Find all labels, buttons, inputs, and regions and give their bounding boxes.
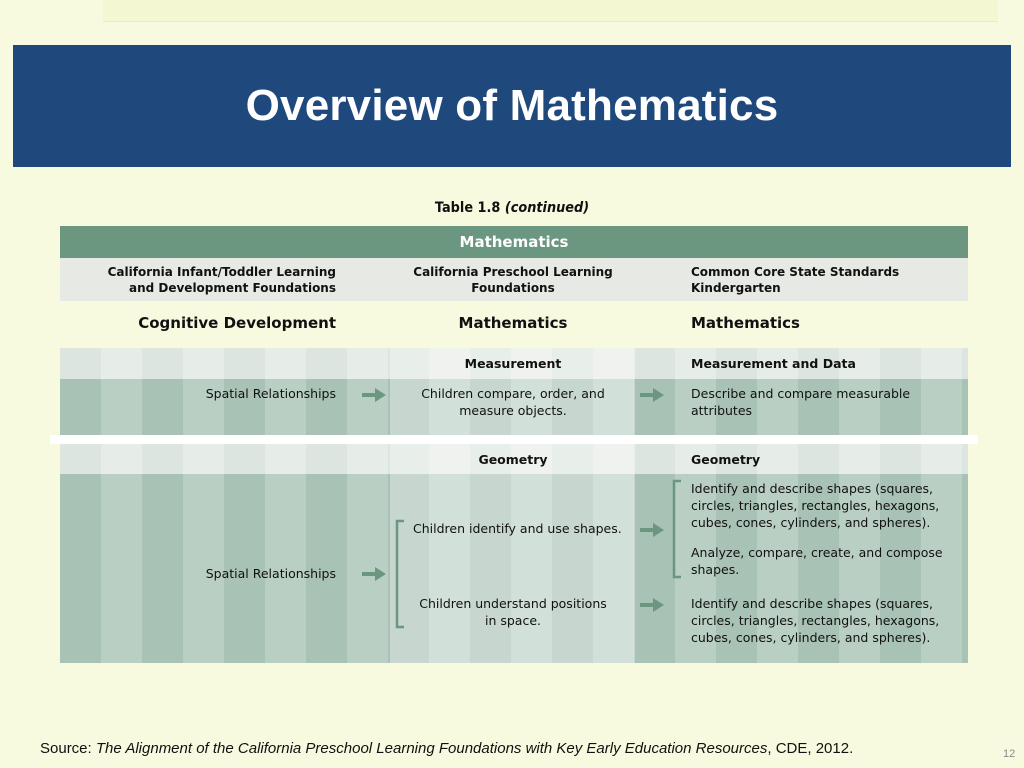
section2-right-line: Identify and describe shapes (squares,: [691, 596, 934, 611]
source-citation: [40, 740, 853, 757]
column-header-common-core: [691, 264, 951, 296]
section2-mid-line: in space.: [484, 613, 541, 628]
section2-right-line: cubes, cones, cylinders, and spheres).: [691, 630, 931, 645]
arrow-right-icon: [640, 523, 664, 537]
source-prefix: Source:: [40, 740, 96, 757]
column-header-line: Foundations: [471, 281, 555, 295]
section2-right-b: [691, 544, 966, 578]
section1-mid-line: Children compare, order, and: [421, 386, 605, 401]
section2-mid-heading: Geometry: [478, 452, 548, 467]
section1-mid-text: [400, 385, 626, 419]
right-bracket-icon: [672, 480, 682, 578]
domain-common-core-mathematics: Mathematics: [691, 314, 800, 332]
domain-cognitive-development: Cognitive Development: [138, 314, 336, 332]
section1-right-text: [691, 385, 961, 419]
section2-right-c: [691, 595, 966, 646]
caption-prefix: Table 1.8: [434, 200, 505, 216]
section1-mid-heading: Measurement: [464, 356, 562, 371]
section2-right-a: [691, 480, 966, 531]
section2-right-line: shapes.: [691, 562, 740, 577]
section2-right-line: cubes, cones, cylinders, and spheres).: [691, 515, 931, 530]
section1-right-line: attributes: [691, 403, 753, 418]
section2-center-column: [390, 444, 635, 663]
domain-preschool-mathematics: Mathematics: [458, 314, 568, 332]
page-number: 12: [1003, 748, 1016, 760]
top-decoration-strip: [103, 0, 998, 22]
section2-right-line: circles, triangles, rectangles, hexagons,: [691, 613, 940, 628]
arrow-right-icon: [640, 598, 664, 612]
section1-left-text: Spatial Relationships: [205, 386, 336, 401]
column-header-line: Kindergarten: [691, 281, 781, 295]
arrow-right-icon: [640, 388, 664, 402]
section2-mid-item1: Children identify and use shapes.: [413, 521, 622, 536]
section1-right-heading: Measurement and Data: [691, 356, 856, 371]
title-bar: [13, 45, 1011, 167]
column-header-preschool: [400, 264, 626, 296]
column-header-line: California Preschool Learning: [413, 265, 613, 279]
arrow-right-icon: [362, 388, 386, 402]
table-caption: [41, 200, 983, 216]
section2-mid-line: Children understand positions: [419, 596, 607, 611]
arrow-right-icon: [362, 567, 386, 581]
section2-left-text: Spatial Relationships: [205, 566, 336, 581]
section2-mid-item2: [400, 595, 626, 629]
section-divider: [50, 435, 978, 444]
slide-title: Overview of Mathematics: [245, 81, 779, 130]
section1-right-line: Describe and compare measurable: [691, 386, 911, 401]
column-header-line: California Infant/Toddler Learning: [107, 265, 336, 279]
section2-right-heading: Geometry: [691, 452, 761, 467]
section2-right-line: Identify and describe shapes (squares,: [691, 481, 934, 496]
section1-mid-line: measure objects.: [459, 403, 567, 418]
source-suffix: , CDE, 2012.: [767, 740, 854, 757]
column-header-line: and Development Foundations: [128, 281, 336, 295]
column-header-line: Common Core State Standards: [691, 265, 900, 279]
section2-right-line: Analyze, compare, create, and compose: [691, 545, 943, 560]
table-header-band: Mathematics: [60, 226, 968, 258]
caption-suffix: (continued): [504, 200, 590, 216]
source-title: The Alignment of the California Preschool Learning Foundations with Key Early Education Resources: [95, 740, 768, 757]
section2-right-line: circles, triangles, rectangles, hexagons,: [691, 498, 940, 513]
column-header-infant-toddler: [80, 264, 336, 296]
